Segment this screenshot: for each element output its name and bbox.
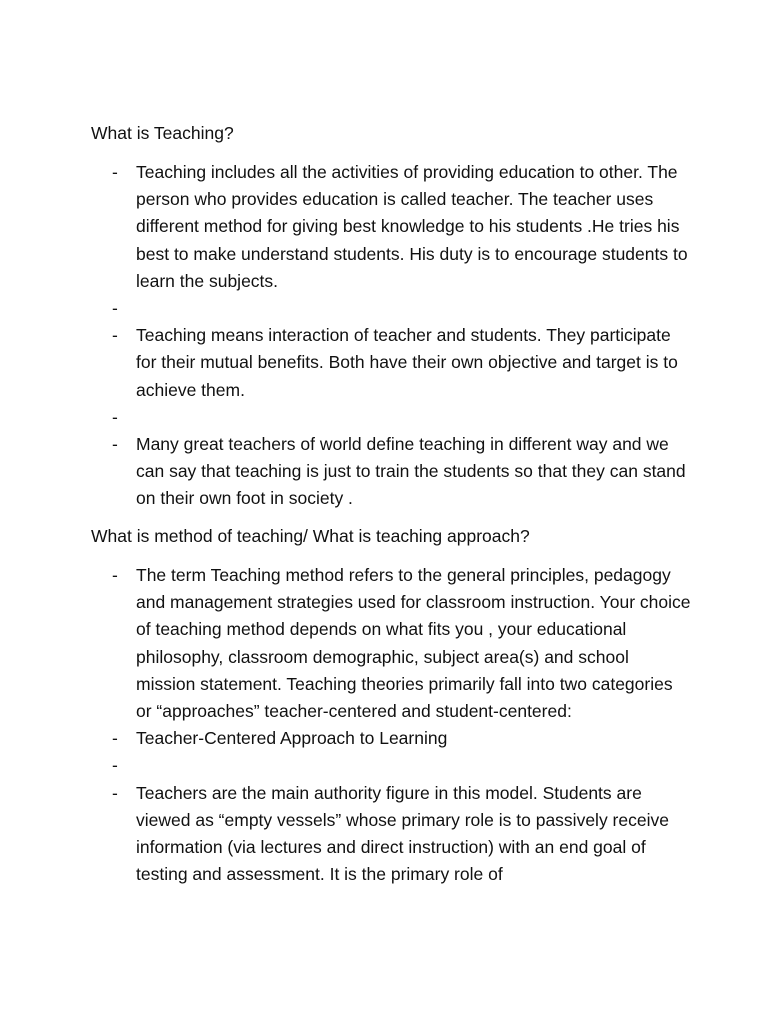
teaching-method-list	[112, 562, 692, 888]
bullet-dash: -	[112, 565, 118, 585]
section-heading-method-of-teaching: What is method of teaching/ What is teaching approach?	[91, 526, 530, 546]
list-item	[112, 780, 692, 889]
list-item-empty	[112, 404, 692, 431]
list-item	[112, 322, 692, 404]
list-item-text	[136, 752, 692, 779]
bullet-dash: -	[112, 755, 118, 776]
bullet-dash: -	[112, 298, 118, 319]
bullet-dash: -	[112, 162, 118, 182]
teaching-definition-list	[112, 159, 692, 513]
list-item-empty	[112, 295, 692, 322]
list-item-text: Teaching means interaction of teacher and students. They participate for their mutual benefits. Both have their own objective and target is to achieve them.	[136, 325, 678, 400]
list-item-text: Teacher-Centered Approach to Learning	[136, 728, 448, 749]
list-item-text	[136, 404, 692, 431]
list-item-text: The term Teaching method refers to the general principles, pedagogy and management strategies used for classroom instruction. Your choice of teaching method depends on what fits you , your educational philosophy, classroom demographic, subject area(s) and school mission statement. Teaching theories primarily fall into two categories or “approaches” teacher-centered and student-centered:	[136, 565, 691, 722]
list-item	[112, 725, 692, 752]
list-item-empty	[112, 752, 692, 779]
list-item	[112, 159, 692, 295]
bullet-dash: -	[112, 728, 118, 749]
list-item-text: Teaching includes all the activities of providing education to other. The person who provides education is called teacher. The teacher uses different method for giving best knowledge to his students .He tries his best to make understand students. His duty is to encourage students to learn the subjects.	[136, 162, 688, 291]
list-item-text: Teachers are the main authority figure in this model. Students are viewed as “empty vessels” whose primary role is to passively receive information (via lectures and direct instruction) with an end goal of testing and assessment. It is the primary role of	[136, 782, 669, 885]
bullet-dash: -	[112, 782, 118, 803]
bullet-dash: -	[112, 434, 118, 455]
list-item-text	[136, 295, 692, 322]
bullet-dash: -	[112, 325, 118, 346]
bullet-dash: -	[112, 406, 118, 427]
list-item	[112, 562, 692, 725]
list-item-text: Many great teachers of world define teaching in different way and we can say that teaching is just to train the students so that they can stand on their own foot in society .	[136, 434, 686, 509]
list-item	[112, 431, 692, 513]
section-heading-what-is-teaching: What is Teaching?	[91, 123, 234, 143]
